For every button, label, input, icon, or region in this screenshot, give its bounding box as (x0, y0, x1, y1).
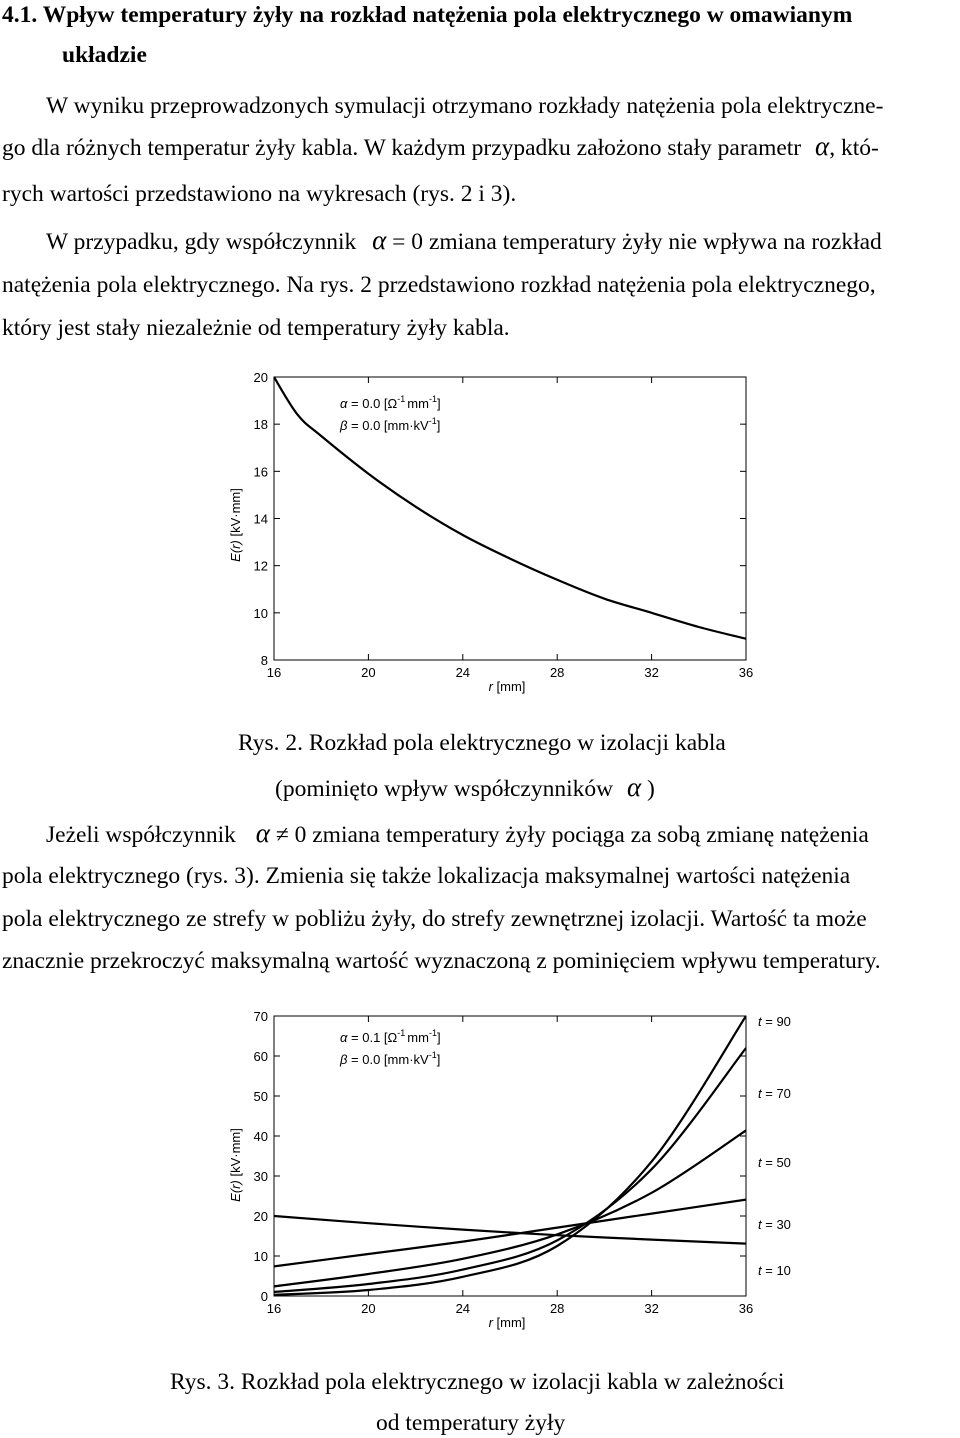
y-tick-label: 14 (253, 511, 268, 527)
y-tick-label: 0 (260, 1289, 268, 1304)
x-tick-label: 32 (644, 1301, 659, 1316)
paragraph-1-line-1: W wyniku przeprowadzonych symulacji otrzymano rozkłady natężenia pola elektryczne- (46, 93, 884, 119)
figure-2-caption-text: (pominięto wpływ współczynników (275, 776, 619, 802)
paragraph-2-text: W przypadku, gdy współczynnik (46, 229, 363, 255)
x-tick-label: 20 (361, 665, 376, 680)
series-label: t = 10 (758, 1263, 791, 1278)
series-line-0 (274, 377, 746, 639)
paragraph-2-line-3: który jest stały niezależnie od temperatury żyły kabla. (2, 315, 510, 341)
alpha-symbol: α (626, 772, 642, 802)
paragraph-3-line-2: pola elektrycznego (rys. 3). Zmienia się także lokalizacja maksymalnej wartości natężenia (2, 863, 851, 889)
alpha-not-zero: ≠ 0 (269, 822, 307, 848)
paragraph-3-text: Jeżeli współczynnik (46, 822, 242, 848)
y-tick-label: 16 (253, 464, 268, 480)
y-tick-label: 70 (253, 1009, 268, 1024)
paragraph-1-text: go dla różnych temperatur żyły kabla. W każdym przypadku założono stały parametr (2, 135, 808, 161)
alpha-annotation: α = 0.1 [$\Omega^{-1}$ $mm^{-1}$] (340, 1028, 441, 1045)
figure-3-caption-line-2: od temperatury żyły (376, 1410, 566, 1436)
x-tick-label: 24 (455, 1301, 471, 1316)
series-label: t = 90 (758, 1014, 791, 1029)
alpha-symbol: α (372, 225, 387, 255)
paragraph-1-line-3: rych wartości przedstawiono na wykresach (rys. 2 i 3). (2, 181, 517, 207)
figure-2-caption-line-1: Rys. 2. Rozkład pola elektrycznego w izolacji kabla (238, 730, 726, 756)
beta-annotation: β = 0.0 $[mm\cdot kV^{-1}]$ (340, 416, 441, 433)
alpha-annotation: α = 0.0 [$\Omega^{-1}$ $mm^{-1}$] (340, 394, 441, 411)
paragraph-3-text-end: zmiana temperatury żyły pociąga za sobą zmianę natężenia (306, 822, 869, 848)
alpha-symbol: α (815, 131, 830, 161)
y-tick-label: 40 (253, 1129, 268, 1144)
x-tick-label: 36 (738, 1301, 754, 1316)
series-line-t-70 (274, 1048, 746, 1292)
y-tick-label: 60 (253, 1049, 268, 1064)
alpha-equals-zero: = 0 (386, 229, 424, 255)
series-label: t = 50 (758, 1155, 791, 1170)
beta-annotation: β = 0.0 $[mm\cdot kV^{-1}]$ (340, 1050, 441, 1067)
y-tick-label: 30 (253, 1169, 268, 1184)
y-tick-label: 10 (253, 1249, 268, 1264)
paragraph-1-line-2 (2, 131, 879, 163)
y-tick-label: 8 (260, 653, 268, 668)
y-tick-label: 50 (253, 1089, 268, 1104)
section-heading-continuation: układzie (62, 42, 147, 68)
paragraph-2-line-2: natężenia pola elektrycznego. Na rys. 2 przedstawiono rozkład natężenia pola elektrycznego, (2, 272, 876, 298)
y-tick-label: 20 (253, 370, 268, 385)
x-tick-label: 20 (361, 1301, 376, 1316)
figure-2-chart (0, 360, 960, 720)
x-tick-label: 32 (644, 665, 659, 680)
series-label: t = 70 (758, 1086, 791, 1101)
x-tick-label: 16 (266, 1301, 282, 1316)
paragraph-3-line-4: znacznie przekroczyć maksymalną wartość wyznaczoną z pominięciem wpływu temperatury. (2, 948, 881, 974)
figure-2-caption-end: ) (641, 776, 655, 802)
series-line-t-50 (274, 1130, 746, 1286)
x-axis-label: r [mm] (488, 679, 526, 694)
figure-2-caption-line-2 (275, 772, 655, 804)
y-axis-label: E(r) [kV·mm] (228, 1128, 243, 1202)
x-tick-label: 16 (266, 665, 282, 680)
paragraph-2-text-end: zmiana temperatury żyły nie wpływa na rozkład (423, 229, 882, 255)
paragraph-1-text-end: , któ- (829, 135, 879, 161)
series-line-t-10 (274, 1216, 746, 1244)
y-tick-label: 10 (253, 605, 268, 621)
x-tick-label: 28 (549, 665, 565, 680)
paragraph-2-line-1 (46, 225, 882, 257)
x-tick-label: 28 (549, 1301, 565, 1316)
paragraph-3-line-1 (46, 818, 869, 850)
paragraph-3-line-3: pola elektrycznego ze strefy w pobliżu żyły, do strefy zewnętrznej izolacji. Wartość ta może (2, 906, 867, 932)
y-tick-label: 12 (253, 558, 268, 574)
x-tick-label: 36 (738, 665, 754, 680)
x-tick-label: 24 (455, 665, 471, 680)
x-axis-label: r [mm] (488, 1315, 526, 1330)
alpha-symbol: α (255, 818, 270, 848)
figure-3-chart (0, 1000, 960, 1345)
y-axis-label: E(r) [kV·mm] (228, 488, 243, 562)
figure-3-caption-line-1: Rys. 3. Rozkład pola elektrycznego w izolacji kabla w zależności (170, 1369, 785, 1395)
y-tick-label: 18 (253, 417, 268, 433)
series-label: t = 30 (758, 1217, 791, 1232)
y-tick-label: 20 (253, 1209, 268, 1224)
section-heading: 4.1. Wpływ temperatury żyły na rozkład natężenia pola elektrycznego w omawianym (2, 2, 853, 28)
